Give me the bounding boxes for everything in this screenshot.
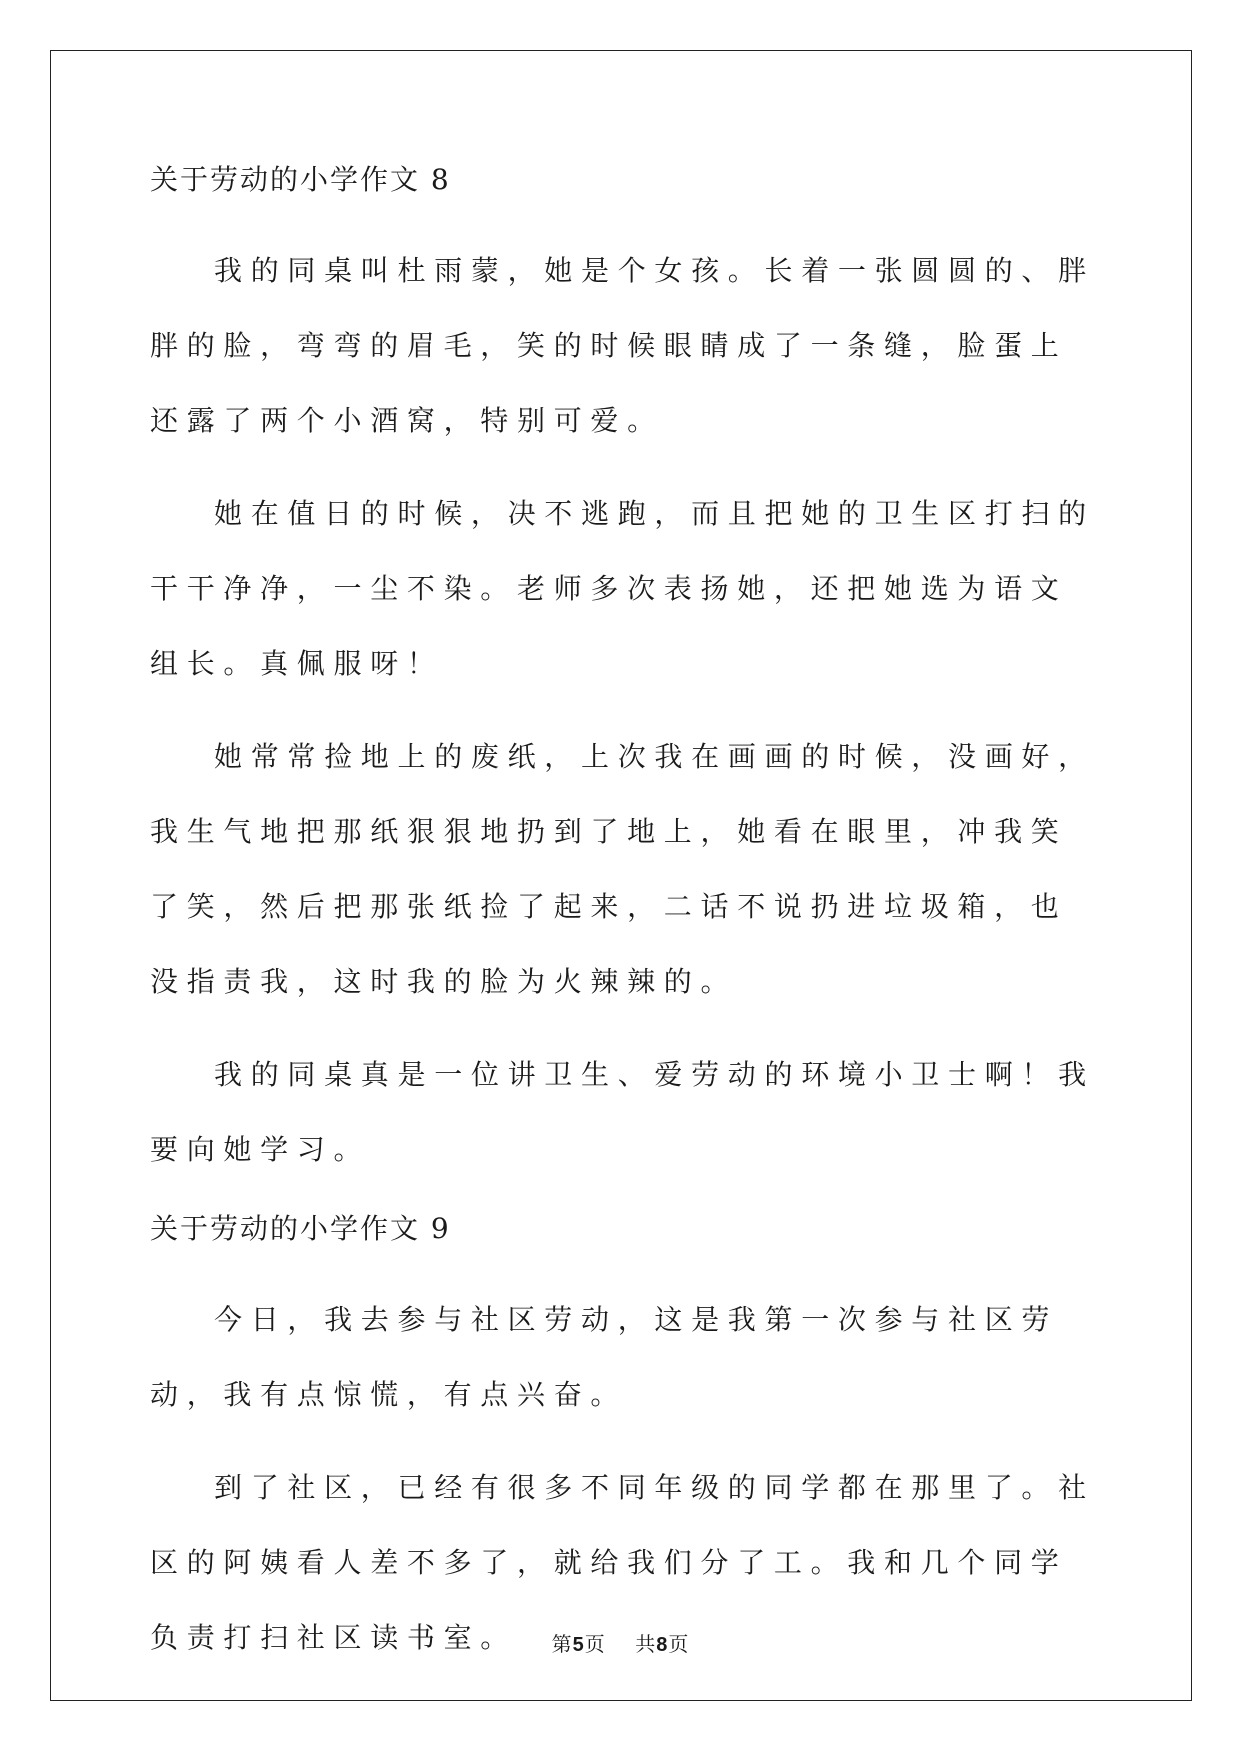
total-pages: 8: [656, 1634, 669, 1656]
essay-9-paragraph-2: 到了社区，已经有很多不同年级的同学都在那里了。社区的阿姨看人差不多了，就给我们分了工。我和几个同学负责打扫社区读书室。: [150, 1471, 1095, 1654]
essay-9-title: 关于劳动的小学作文 9: [150, 1212, 451, 1245]
essay-8-paragraph-3: 她常常捡地上的废纸，上次我在画画的时候，没画好，我生气地把那纸狠狠地扔到了地上，她看在眼里，冲我笑了笑，然后把那张纸捡了起来，二话不说扔进垃圾箱，也没指责我，这时我的脸为火辣辣的。: [150, 740, 1095, 998]
essay-8-paragraph-2: 她在值日的时候，决不逃跑，而且把她的卫生区打扫的干干净净，一尘不染。老师多次表扬她，还把她选为语文组长。真佩服呀！: [150, 497, 1095, 680]
essay-9-paragraph-1: 今日，我去参与社区劳动，这是我第一次参与社区劳动，我有点惊慌，有点兴奋。: [150, 1303, 1059, 1411]
page-label-prefix: 第: [551, 1632, 573, 1656]
essay-8-title: 关于劳动的小学作文 8: [150, 163, 451, 196]
document-body: [150, 160, 1100, 1675]
page-number: 5: [572, 1634, 585, 1656]
page-footer: [0, 1628, 1241, 1657]
total-suffix: 页: [668, 1632, 690, 1656]
total-prefix: 共: [635, 1632, 657, 1656]
essay-8-paragraph-1: 我的同桌叫杜雨蒙，她是个女孩。长着一张圆圆的、胖胖的脸，弯弯的眉毛，笑的时候眼睛成了一条缝，脸蛋上还露了两个小酒窝，特别可爱。: [150, 254, 1095, 437]
page-label-suffix: 页: [584, 1632, 606, 1656]
essay-8-paragraph-4: 我的同桌真是一位讲卫生、爱劳动的环境小卫士啊！我要向她学习。: [150, 1058, 1095, 1166]
